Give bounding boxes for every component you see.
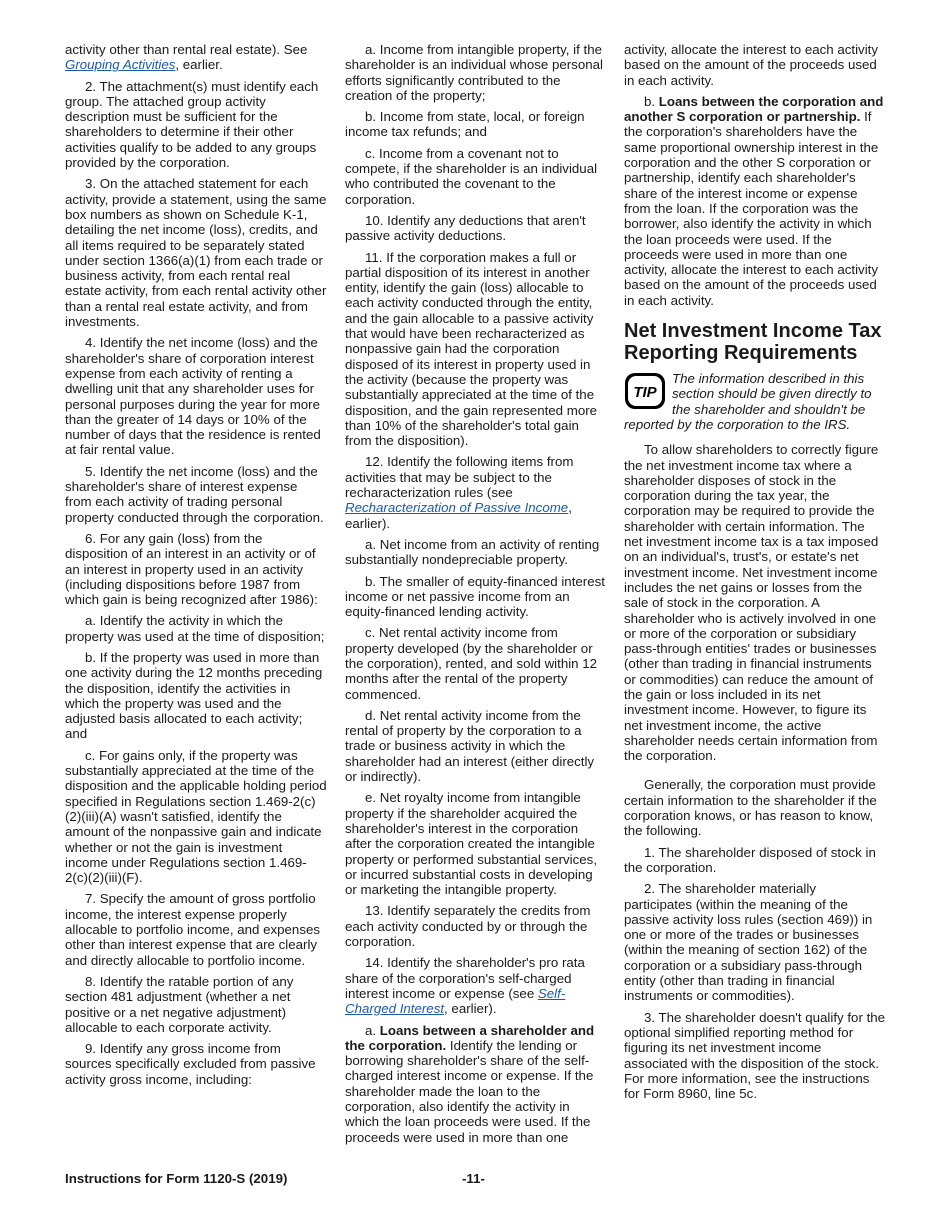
item-9b-text: b. Income from state, local, or foreign income tax refunds; and <box>345 109 585 140</box>
paragraph-continuation: activity, allocate the interest to each activity based on the amount of the proceeds used in each activity. <box>624 42 878 88</box>
item-5-text: 5. Identify the net income (loss) and the shareholder's share of interest expense from each activity of trading personal property conducted through the corporation. <box>65 463 324 525</box>
item-12-text: 12. Identify the following items from activities that may be subject to the recharacterization rules (see Recharacterization of Passive Income, earlier). <box>345 454 574 531</box>
self-charged-interest-link[interactable]: Self-Charged Interest <box>345 985 566 1017</box>
item-12a-text: a. Net income from an activity of renting substantially nondepreciable property. <box>345 536 600 568</box>
item-12c-text: c. Net rental activity income from property developed (by the shareholder or the corporation), rented, and sold within 12 months after the rental of the property commenced. <box>345 625 598 702</box>
item-4-text: 4. Identify the net income (loss) and the shareholder's share of corporation interest expense from each activity of renting a dwelling unit that any shareholder uses for personal purposes during the year for more than the greater of 14 days or 10% of the number of days that the residence is rented at fair rental value. <box>65 335 321 458</box>
item-12d-text: d. Net rental activity income from the rental of property by the corporation to a trade or business activity in which the shareholder had an interest (either directly or indirectly). <box>345 707 595 785</box>
item-8-text: 8. Identify the ratable portion of any section 481 adjustment (whether a net positive or a net negative adjustment) allocable to each corporate activity. <box>65 973 294 1035</box>
item-3-text: 3. On the attached statement for each activity, provide a statement, using the same box numbers as shown on Schedule K-1, detailing the net income (loss), credits, and all items required to be separately stated under section 1366(a)(1) from each trade or business activity, from each rental real estate activity, from each rental activity other than a rental real estate activity, and from investments. <box>65 176 327 330</box>
item-14b-heading: Loans between the corporation and another S corporation or partnership. <box>624 93 884 125</box>
niit-item-1-text: 1. The shareholder disposed of stock in the corporation. <box>624 844 876 875</box>
tip-icon-label: TIP <box>633 384 657 402</box>
tip-text: The information described in this section should be given directly to the shareholder and shouldn't be reported by the corporation to the IRS. <box>624 371 872 432</box>
item-14-text: 14. Identify the shareholder's pro rata share of the corporation's self-charged interest income or expense (see Self-Charged Interest, earlier). <box>345 955 585 1017</box>
footer-form-title: Instructions for Form 1120-S (2019) <box>65 1171 288 1186</box>
item-7-text: 7. Specify the amount of gross portfolio income, the interest expense properly allocable to portfolio income, and expenses other than interest expense that are clearly and directly allocable to portfolio income. <box>65 891 321 968</box>
tip-icon <box>624 372 666 410</box>
item-11-text: 11. If the corporation makes a full or partial disposition of its interest in another entity, identify the gain (loss) allocable to each activity conducted through the entity, and the gain allocable to a passive activity that would have been recharacterized as nonpassive gain had the corporation disposed of its interest in property used in the activity (because the property was substantially appreciated at the time of the disposition, and the gain represented more than 10% of the shareholder's total gain from the disposition). <box>345 249 598 449</box>
item-14b-text: b. Loans between the corporation and another S corporation or partnership. If the corporation's shareholders have the same proportional ownership interest in the corporation and the other S corporation or partnership, identify each shareholder's share of the interest income or expense from the loan. If the corporation was the borrower, also identify the activity in which the loan proceeds were used. If the proceeds were used in more than one activity, allocate the interest to each activity based on the amount of the proceeds used in each activity. <box>624 93 884 308</box>
recharacterization-link[interactable]: Recharacterization of Passive Income <box>345 500 569 516</box>
item-6a-text: a. Identify the activity in which the property was used at the time of disposition; <box>65 613 325 644</box>
grouping-activities-link[interactable]: Grouping Activities <box>65 57 176 73</box>
tip-block <box>624 371 886 432</box>
item-12e-text: e. Net royalty income from intangible property if the shareholder acquired the shareholder's interest in the corporation after the corporation created the intangible property or performed substantial services, or incurred substantial costs in developing or marketing the intangible property. <box>345 790 598 898</box>
niit-item-3-text: 3. The shareholder doesn't qualify for the optional simplified reporting method for figuring its net investment income associated with the disposition of the stock. For more information, see the instructions for Form 8960, line 5c. <box>624 1009 886 1102</box>
page-number: -11- <box>462 1171 485 1186</box>
item-10-text: 10. Identify any deductions that aren't passive activity deductions. <box>345 212 586 244</box>
item-6-text: 6. For any gain (loss) from the disposition of an interest in an activity or of an interest in property used in an activity (including dispositions before 1987 from which gain is being recognized after 1986): <box>65 530 318 608</box>
item-14a-text: a. Loans between a shareholder and the corporation. Identify the lending or borrowing shareholder's share of the self-charged interest income or expense. If the shareholder made the loan to the corporation, also identify the activity in which the loan proceeds were used. If the proceeds were used in more than one <box>345 1022 595 1145</box>
column-left <box>65 42 327 1093</box>
column-right <box>624 42 886 1107</box>
column-middle <box>345 42 607 1151</box>
item-2-text: 2. The attachment(s) must identify each group. The attached group activity description must be sufficient for the shareholders to determine if their other activities qualify to be added to any groups provided by the corporation. <box>65 78 319 171</box>
niit-generally-text: Generally, the corporation must provide certain information to the shareholder if the corporation knows, or has reason to know, the following. <box>624 777 877 839</box>
item-9a-text: a. Income from intangible property, if the shareholder is an individual whose personal efforts significantly contributed to the creation of the property; <box>345 42 603 103</box>
item-6c-text: c. For gains only, if the property was substantially appreciated at the time of the disposition and the applicable holding period specified in Regulations section 1.469-2(c)(2)(iii)(A) wasn't satisfied, identify the amount of the nonpassive gain and indicate whether or not the gain is investment income under Regulations section 1.469-2(c)(2)(iii)(F). <box>65 747 327 886</box>
item-6b-text: b. If the property was used in more than one activity during the 12 months preceding the disposition, identify the activities in which the property was used and the adjusted basis allocated to each activity; and <box>65 649 323 742</box>
item-13-text: 13. Identify separately the credits from each activity conducted by or through the corporation. <box>345 903 591 950</box>
item-9c-text: c. Income from a covenant not to compete, if the shareholder is an individual who contributed the covenant to the corporation. <box>345 145 598 207</box>
niit-item-2-text: 2. The shareholder materially participates (within the meaning of the passive activity loss rules (section 469)) in one or more of the trades or businesses (within the meaning of section 162) of the corporation or a subsidiary pass-through entity (other than trading in financial instruments or commodities). <box>624 881 873 1004</box>
paragraph-continuation: activity other than rental real estate). See Grouping Activities, earlier. <box>65 42 308 73</box>
item-14a-heading: Loans between a shareholder and the corporation. <box>345 1022 595 1053</box>
section-heading-niit: Net Investment Income Tax Reporting Requirements <box>624 320 882 365</box>
item-12b-text: b. The smaller of equity-financed interest income or net passive income from an equity-financed lending activity. <box>345 573 605 620</box>
niit-intro-text: To allow shareholders to correctly figure the net investment income tax where a shareholder disposes of stock in the corporation during the tax year, the corporation may be required to provide the shareholder with certain information. The net investment income tax is a tax imposed on an individual's, trust's, or estate's net investment income. Net investment income includes the net gains or losses from the sale of stock in the corporation. A shareholder who is actively involved in one or more of the corporation or subsidiary pass-through entities' trades or businesses (other than trading in financial instruments or commodities) can reduce the amount of the gain or loss included in its net investment income. However, to figure its net investment income, the active shareholder needs certain information from the corporation. <box>624 442 879 764</box>
item-9-text: 9. Identify any gross income from sources specifically excluded from passive activity gross income, including: <box>65 1041 316 1087</box>
